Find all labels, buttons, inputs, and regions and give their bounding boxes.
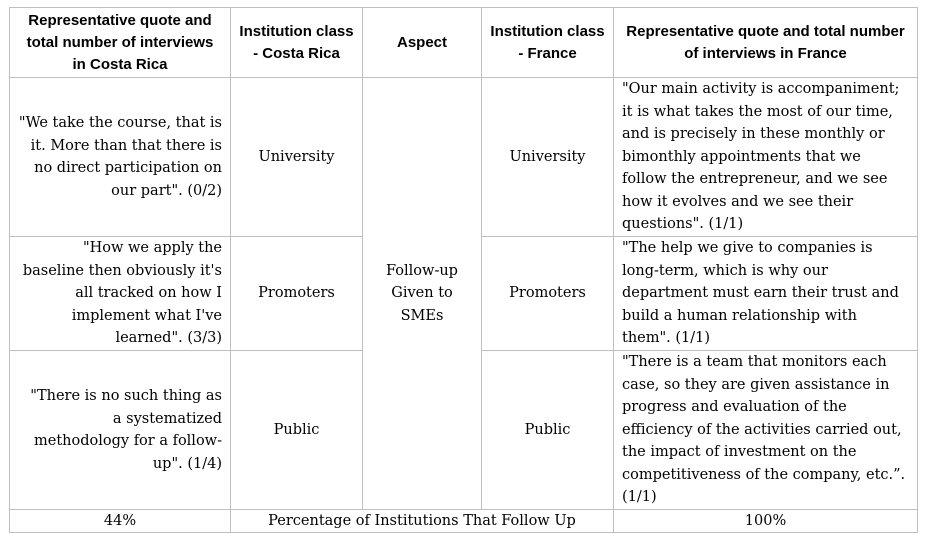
aspect-cell: Follow-up Given to SMEs [363, 78, 482, 510]
quote-france-public: "There is a team that monitors each case, so they are given assistance in progress and evaluation of the efficiency of the activities carried out, the impact of investment on the competitiveness of the company, etc.”. (1/1) [614, 351, 918, 510]
quote-costa-rica-university: "We take the course, that is it. More than that there is no direct participation on our part". (0/2) [10, 78, 231, 237]
class-france-university: University [482, 78, 614, 237]
percentage-label: Percentage of Institutions That Follow Up [231, 510, 614, 533]
table-row [10, 78, 918, 237]
quote-costa-rica-promoters: "How we apply the baseline then obviously it's all tracked on how I implement what I've learned". (3/3) [10, 237, 231, 351]
footer-row [10, 510, 918, 533]
class-france-promoters: Promoters [482, 237, 614, 351]
quote-france-promoters: "The help we give to companies is long-term, which is why our department must earn their trust and build a human relationship with them". (1/1) [614, 237, 918, 351]
header-row [10, 8, 918, 78]
header-quote-france: Representative quote and total number of interviews in France [614, 8, 918, 78]
class-costa-rica-university: University [231, 78, 363, 237]
comparison-table [9, 7, 918, 533]
header-aspect: Aspect [363, 8, 482, 78]
header-quote-costa-rica: Representative quote and total number of interviews in Costa Rica [10, 8, 231, 78]
percentage-france: 100% [614, 510, 918, 533]
percentage-costa-rica: 44% [10, 510, 231, 533]
header-class-costa-rica: Institution class - Costa Rica [231, 8, 363, 78]
quote-costa-rica-public: "There is no such thing as a systematized methodology for a follow-up". (1/4) [10, 351, 231, 510]
class-france-public: Public [482, 351, 614, 510]
header-class-france: Institution class - France [482, 8, 614, 78]
class-costa-rica-public: Public [231, 351, 363, 510]
class-costa-rica-promoters: Promoters [231, 237, 363, 351]
quote-france-university: "Our main activity is accompaniment; it is what takes the most of our time, and is precisely in these monthly or bimonthly appointments that we follow the entrepreneur, and we see how it evolves and we see their questions". (1/1) [614, 78, 918, 237]
